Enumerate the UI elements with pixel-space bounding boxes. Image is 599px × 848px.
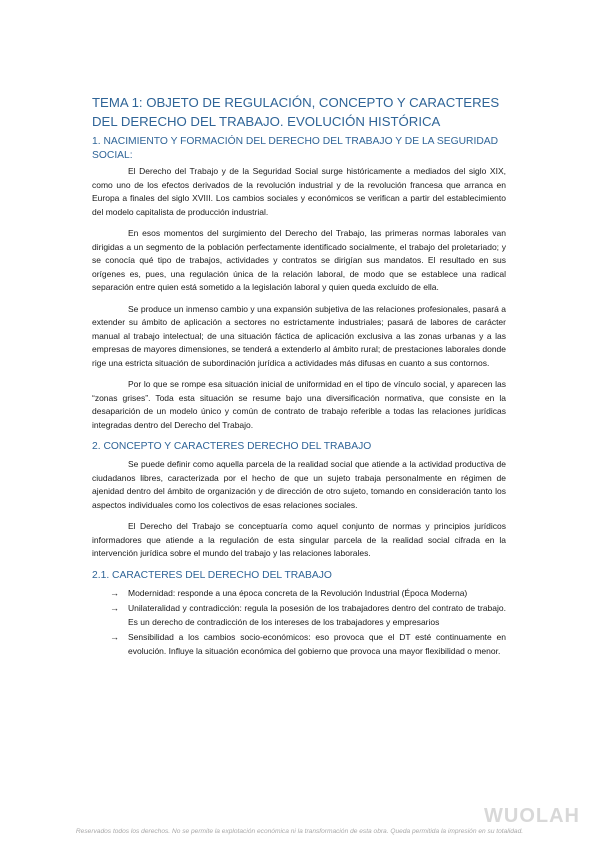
paragraph: En esos momentos del surgimiento del Derecho del Trabajo, las primeras normas laborales van dirigidas a un segmento de la población perfectamente identificado socialmente, el trabajo del proletariado; y se conocía qué tipo de trabajos, actividades y contratos se dirigían sus mandatos. El resultado en sus orígenes es, pues, una regulación única de la relación laboral, de modo que se establece una radical separación entre quien está sometido a la legislación laboral y quien queda excluido de ella.: [92, 228, 506, 292]
list-item: [110, 631, 506, 658]
arrow-right-icon: →: [110, 603, 119, 613]
list-item-text: Sensibilidad a los cambios socio-económicos: eso provoca que el DT esté continuamente en evolución. Influye la situación económica del gobierno que provoca una mayor flexibilidad o menor.: [128, 632, 506, 656]
document-body: [92, 93, 506, 660]
copyright-footer: Reservados todos los derechos. No se permite la explotación económica ni la transformación de esta obra. Queda permitida la impresión en su totalidad.: [75, 828, 524, 835]
list-item-text: Unilateralidad y contradicción: regula la posesión de los trabajadores dentro del contrato de trabajo. Es un derecho de contradicción de los intereses de los trabajadores y empresarios: [128, 603, 506, 627]
paragraph: Se produce un inmenso cambio y una expansión subjetiva de las relaciones profesionales, pasará a extender su ámbito de aplicación a sectores no estrictamente industriales; pasará de labores de carácter manual al trabajo intelectual; de una situación fáctica de aplicación exclusiva a las zonas urbanas y a las empresas de mayores dimensiones, se tenderá a extenderlo al ámbito rural; de prestaciones laborales donde rige una estricta situación de subordinación jurídica a actividades más difusas en cuanto a sus contornos.: [92, 303, 506, 368]
section-2-heading: 2. CONCEPTO Y CARACTERES DERECHO DEL TRABAJO: [92, 441, 372, 452]
wuolah-logo: WUOLAH: [484, 805, 580, 827]
list-item-text: Modernidad: responde a una época concreta de la Revolución Industrial (Época Moderna): [128, 587, 468, 598]
characteristics-list: [92, 587, 506, 659]
section-1-heading: 1. NACIMIENTO Y FORMACIÓN DEL DERECHO DEL TRABAJO Y DE LA SEGURIDAD SOCIAL:: [92, 136, 499, 161]
paragraph: Se puede definir como aquella parcela de la realidad social que atiende a la actividad productiva de ciudadanos libres, caracterizada por el hecho de que un sujeto trabaja personalmente en régimen de ajenidad dentro del ámbito de organización y de dirección de otro sujeto, tomando en consideración tanto los aspectos individuales como los colectivos de esas relaciones sociales.: [92, 459, 506, 510]
arrow-right-icon: →: [110, 587, 119, 598]
arrow-right-icon: →: [110, 632, 119, 642]
list-item: [110, 602, 506, 629]
document-title: TEMA 1: OBJETO DE REGULACIÓN, CONCEPTO Y CARACTERES DEL DERECHO DEL TRABAJO. EVOLUCIÓN HISTÓRICA: [92, 95, 500, 129]
paragraph: El Derecho del Trabajo se conceptuaría como aquel conjunto de normas y principios jurídicos informadores que atiende a la regulación de esta singular parcela de la realidad social cifrada en la intervención jurídica sobre el mundo del trabajo y las relaciones laborales.: [92, 521, 506, 558]
section-2-1-heading: 2.1. CARACTERES DEL DERECHO DEL TRABAJO: [92, 569, 332, 581]
list-item: [110, 587, 506, 601]
paragraph: Por lo que se rompe esa situación inicial de uniformidad en el tipo de vínculo social, y aparecen las “zonas grises”. Toda esta situación se resume bajo una diversificación normativa, que consiste en la desaparición de un modelo único y común de contrato de trabajo referible a todas las relaciones jurídicas integradas dentro del Derecho del Trabajo.: [92, 379, 506, 430]
paragraph: El Derecho del Trabajo y de la Seguridad Social surge históricamente a mediados del siglo XIX, como uno de los efectos derivados de la revolución industrial y de la revolución francesa que arranca en Europa a finales del siglo XVIII. Los cambios sociales y económicos se verifican a partir del establecimiento del modelo capitalista de producción industrial.: [92, 166, 506, 217]
